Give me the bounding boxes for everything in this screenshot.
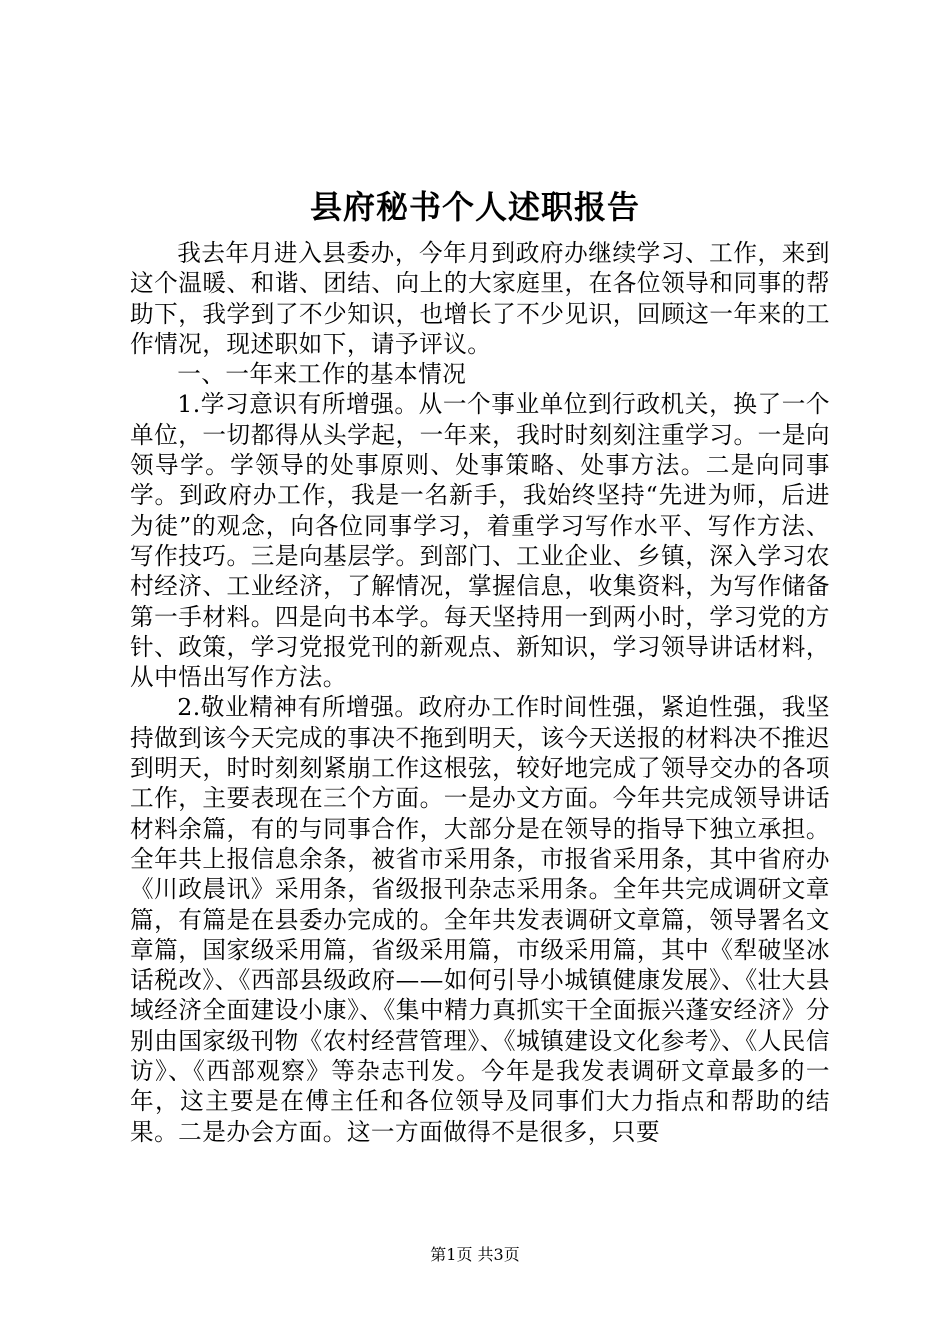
item-2-paragraph: 2.敬业精神有所增强。政府办工作时间性强，紧迫性强，我坚持做到该今天完成的事决不拖到明天，该今天送报的材料决不推迟到明天，时时刻刻紧崩工作这根弦，较好地完成了领导交办的各项工作，主要表现在三个方面。一是办文方面。今年共完成领导讲话材料余篇，有的与同事合作，大部分是在领导的指导下独立承担。全年共上报信息余条，被省市采用条，市报省采用条，其中省府办《川政晨讯》采用条，省级报刊杂志采用条。全年共完成调研文章篇，有篇是在县委办完成的。全年共发表调研文章篇，领导署名文章篇，国家级采用篇，省级采用篇，市级采用篇，其中《犁破坚冰话税改》、《西部县级政府——如何引导小城镇健康发展》、《壮大县域经济全面建设小康》、《集中精力真抓实干全面振兴蓬安经济》分别由国家级刊物《农村经营管理》、《城镇建设文化参考》、《人民信访》、《西部观察》等杂志刊发。今年是我发表调研文章最多的一年，这主要是在傅主任和各位领导及同事们大力指点和帮助的结果。二是办会方面。这一方面做得不是很多，只要 bbox=[130, 693, 830, 1146]
item-1-paragraph: 1.学习意识有所增强。从一个事业单位到行政机关，换了一个单位，一切都得从头学起，一年来，我时时刻刻注重学习。一是向领导学。学领导的处事原则、处事策略、处事方法。二是向同事学。到政府办工作，我是一名新手，我始终坚持“先进为师，后进为徒”的观念，向各位同事学习，着重学习写作水平、写作方法、写作技巧。三是向基层学。到部门、工业企业、乡镇，深入学习农村经济、工业经济，了解情况，掌握信息，收集资料，为写作储备第一手材料。四是向书本学。每天坚持用一到两小时，学习党的方针、政策，学习党报党刊的新观点、新知识，学习领导讲话材料，从中悟出写作方法。 bbox=[130, 390, 830, 692]
section-heading: 一、一年来工作的基本情况 bbox=[177, 360, 467, 389]
document-body bbox=[130, 238, 830, 1147]
document-title: 县府秘书个人述职报告 bbox=[309, 188, 640, 226]
page-footer: 第1页 共3页 bbox=[430, 1245, 520, 1264]
intro-paragraph: 我去年月进入县委办，今年月到政府办继续学习、工作，来到这个温暖、和谐、团结、向上的大家庭里，在各位领导和同事的帮助下，我学到了不少知识，也增长了不少见识，回顾这一年来的工作情况，现述职如下，请予评议。 bbox=[130, 239, 830, 358]
